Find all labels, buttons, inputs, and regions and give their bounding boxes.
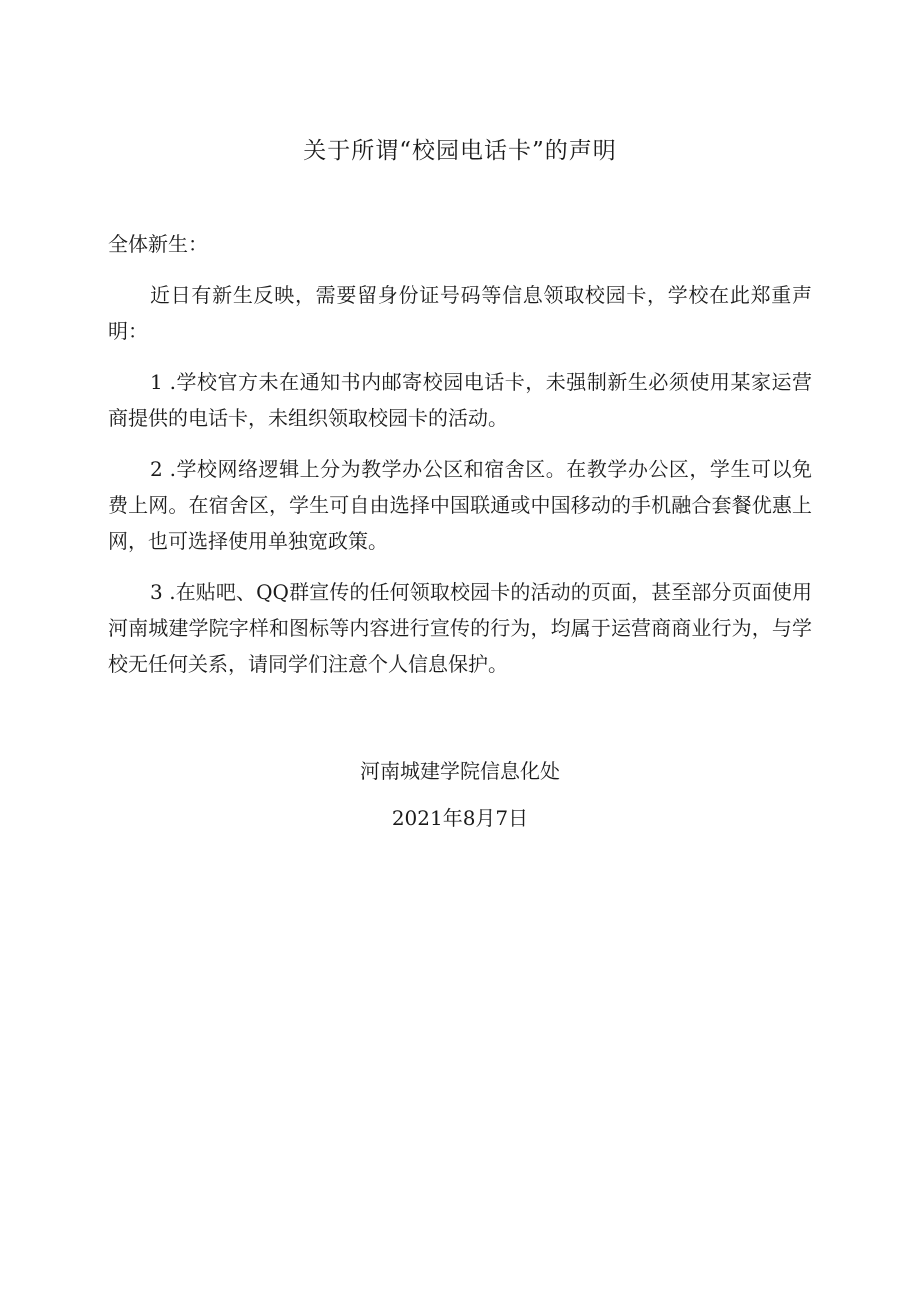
list-item: 3 .在贴吧、QQ群宣传的任何领取校园卡的活动的页面，甚至部分页面使用河南城建学院字样和图标等内容进行宣传的行为，均属于运营商商业行为，与学校无任何关系，请同学们注意个人信息保护。 xyxy=(108,580,813,676)
item-text: 学校网络逻辑上分为教学办公区和宿舍区。在教学办公区，学生可以免费上网。在宿舍区，学生可自由选择中国联通或中国移动的手机融合套餐优惠上网，也可选择使用单独宽政策。 xyxy=(108,457,812,553)
item-text: 学校官方未在通知书内邮寄校园电话卡，未强制新生必须使用某家运营商提供的电话卡，未组织领取校园卡的活动。 xyxy=(108,370,812,430)
document-title: 关于所谓“校园电话卡”的声明 xyxy=(303,138,617,164)
item-number: 3 xyxy=(150,580,163,604)
item-text: 在贴吧、QQ群宣传的任何领取校园卡的活动的页面，甚至部分页面使用河南城建学院字样和图标等内容进行宣传的行为，均属于运营商商业行为，与学校无任何关系，请同学们注意个人信息保护。 xyxy=(108,580,813,676)
intro-paragraph: 近日有新生反映，需要留身份证号码等信息领取校园卡，学校在此郑重声明： xyxy=(108,283,812,343)
item-number: 1 xyxy=(150,370,163,394)
list-item: 1 .学校官方未在通知书内邮寄校园电话卡，未强制新生必须使用某家运营商提供的电话卡，未组织领取校园卡的活动。 xyxy=(108,370,812,430)
item-number: 2 xyxy=(150,457,163,481)
salutation: 全体新生： xyxy=(108,232,208,256)
document-body xyxy=(108,226,812,697)
signature-organization: 河南城建学院信息化处 xyxy=(360,759,560,783)
list-item: 2 .学校网络逻辑上分为教学办公区和宿舍区。在教学办公区，学生可以免费上网。在宿舍区，学生可自由选择中国联通或中国移动的手机融合套餐优惠上网，也可选择使用单独宽政策。 xyxy=(108,457,812,553)
signature-date: 2021年8月7日 xyxy=(391,806,529,830)
